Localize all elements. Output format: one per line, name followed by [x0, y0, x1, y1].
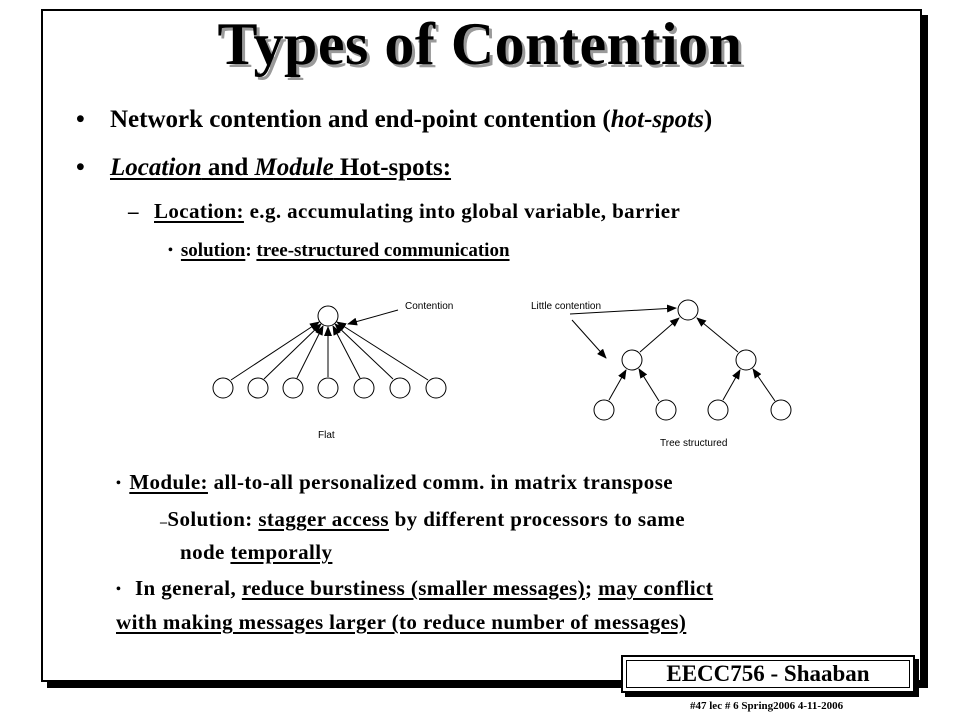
- sub-bullet-location: – Location: e.g. accumulating into global variable, barrier: [128, 199, 681, 223]
- sub-sub-bullet-solution: • solution: tree-structured communication: [168, 240, 510, 261]
- bullet-module: • Module: all-to-all personalized comm. in matrix transpose: [116, 470, 673, 494]
- bullet-network-contention: • Network contention and end-point contention (hot-spots): [76, 106, 713, 133]
- hotspots-heading: Location and Module Hot-spots:: [110, 154, 452, 181]
- sub-bullet-solution-continued: node temporally: [180, 540, 333, 564]
- flat-tree: [213, 306, 446, 398]
- sub-bullet-solution-stagger: –Solution: stagger access by different processors to same: [160, 507, 686, 531]
- bullet-general-continued: with making messages larger (to reduce number of messages): [116, 610, 687, 634]
- tree-annotation: Little contention: [531, 301, 602, 312]
- bullet-general: • In general, reduce burstiness (smaller messages); may conflict: [116, 576, 714, 600]
- course-badge: [621, 655, 915, 693]
- bullet-hotspots: • Location and Module Hot-spots:: [76, 154, 452, 181]
- flat-caption: Flat: [318, 430, 335, 441]
- course-label: EECC756 - Shaaban: [626, 660, 910, 688]
- tree-caption: Tree structured: [660, 438, 728, 449]
- lecture-info: #47 lec # 6 Spring2006 4-11-2006: [690, 700, 844, 712]
- slide-title: Types of Contention: [217, 11, 743, 77]
- tree-structure: [570, 300, 791, 420]
- flat-annotation: Contention: [405, 301, 454, 312]
